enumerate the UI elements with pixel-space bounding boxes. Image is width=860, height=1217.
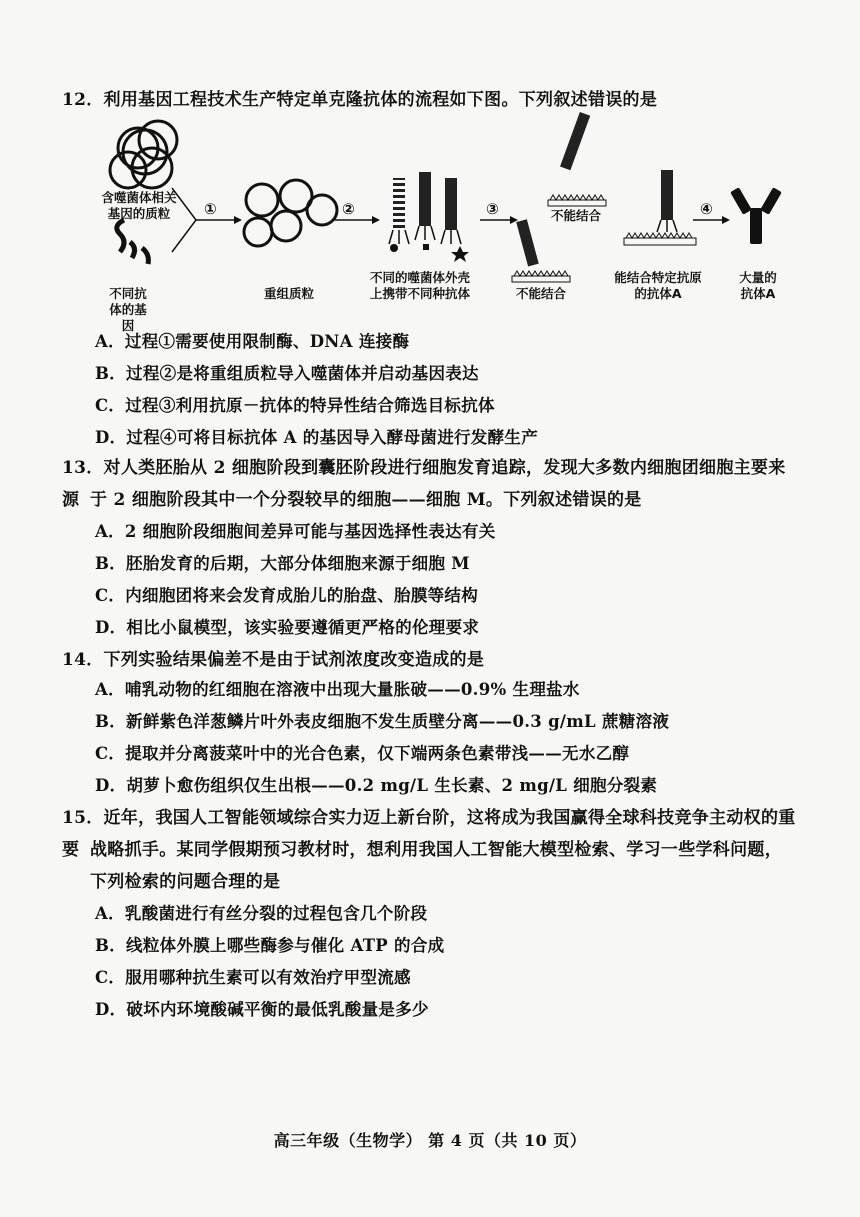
- q14-option-d: D．胡萝卜愈伤组织仅生出根——0.2 mg/L 生长素、2 mg/L 细胞分裂素: [95, 776, 658, 795]
- label-cannot-bind-top: 不能结合: [550, 208, 601, 223]
- q13-option-b: B．胚胎发育的后期，大部分体细胞来源于细胞 M: [95, 554, 470, 573]
- q15-stem-line2: 战略抓手。某同学假期预习教材时，想利用我国人工智能大模型检索、学习一些学科问题，: [90, 840, 782, 860]
- q12-option-d: D．过程④可将目标抗体 A 的基因导入酵母菌进行发酵生产: [95, 428, 538, 447]
- recombinant-plasmid-icon: [244, 180, 337, 246]
- q12-option-c: C．过程③利用抗原－抗体的特异性结合筛选目标抗体: [95, 396, 495, 415]
- q12-option-b: B．过程②是将重组质粒导入噬菌体并启动基因表达: [95, 364, 479, 383]
- phage-group-icon: [389, 172, 469, 262]
- q14-stem: 14．下列实验结果偏差不是由于试剂浓度改变造成的是: [62, 650, 485, 670]
- label-recombinant-plasmid: 重组质粒: [263, 286, 314, 301]
- step-3-marker: ③: [486, 200, 499, 218]
- q13-option-a: A．2 细胞阶段细胞间差异可能与基因选择性表达有关: [95, 522, 496, 541]
- page-footer: 高三年级（生物学） 第 4 页（共 10 页）: [273, 1131, 587, 1150]
- y-antibody-icon: [730, 187, 782, 244]
- phage-binding-antibody-a-icon: [624, 170, 696, 245]
- q13-stem-line2: 于 2 细胞阶段其中一个分裂较早的细胞——细胞 M。下列叙述错误的是: [90, 490, 642, 510]
- step-1-marker: ①: [204, 200, 217, 218]
- label-phage-antibodies: 不同的噬菌体外壳上携带不同种抗体: [369, 270, 470, 301]
- label-antibody-gene: 不同抗体的基因: [109, 286, 147, 333]
- step-4-marker: ④: [700, 200, 713, 218]
- label-cannot-bind-bottom: 不能结合: [515, 286, 566, 301]
- q15-option-a: A．乳酸菌进行有丝分裂的过程包含几个阶段: [95, 904, 428, 923]
- q12-option-a: A．过程①需要使用限制酶、DNA 连接酶: [95, 332, 410, 351]
- label-large-amount: 大量的抗体A: [739, 270, 777, 301]
- q15-option-d: D．破坏内环境酸碱平衡的最低乳酸量是多少: [95, 1000, 429, 1019]
- q13-option-d: D．相比小鼠模型，该实验要遵循更严格的伦理要求: [95, 618, 480, 637]
- q14-option-a: A．哺乳动物的红细胞在溶液中出现大量胀破——0.9% 生理盐水: [95, 680, 580, 699]
- label-antibody-a: 能结合特定抗原的抗体A: [614, 270, 702, 301]
- label-plasmid: 含噬菌体相关基因的质粒: [101, 190, 177, 221]
- q12-stem: 12．利用基因工程技术生产特定单克隆抗体的流程如下图。下列叙述错误的是: [62, 90, 658, 110]
- q13-option-c: C．内细胞团将来会发育成胎儿的胎盘、胎膜等结构: [95, 586, 479, 605]
- q14-option-b: B．新鲜紫色洋葱鳞片叶外表皮细胞不发生质壁分离——0.3 g/mL 蔗糖溶液: [95, 712, 670, 731]
- q15-stem-line1: 15．近年，我国人工智能领域综合实力迈上新台阶，这将成为我国赢得全球科技竞争主动权的重要: [62, 808, 796, 860]
- gene-fragments-icon: [117, 220, 149, 264]
- q15-option-b: B．线粒体外膜上哪些酶参与催化 ATP 的合成: [95, 936, 445, 955]
- q15-stem-line3: 下列检索的问题合理的是: [90, 872, 281, 892]
- q15-option-c: C．服用哪种抗生素可以有效治疗甲型流感: [95, 968, 411, 987]
- q13-stem-line1: 13．对人类胚胎从 2 细胞阶段到囊胚阶段进行细胞发育追踪，发现大多数内细胞团细胞主要来源: [62, 458, 786, 510]
- q14-option-c: C．提取并分离菠菜叶中的光合色素，仅下端两条色素带浅——无水乙醇: [95, 744, 630, 763]
- plasmid-group-icon: [110, 121, 177, 188]
- step-2-marker: ②: [342, 200, 355, 218]
- phage-cannot-bind-top-icon: [548, 112, 606, 206]
- phage-cannot-bind-bottom-icon: [512, 219, 570, 282]
